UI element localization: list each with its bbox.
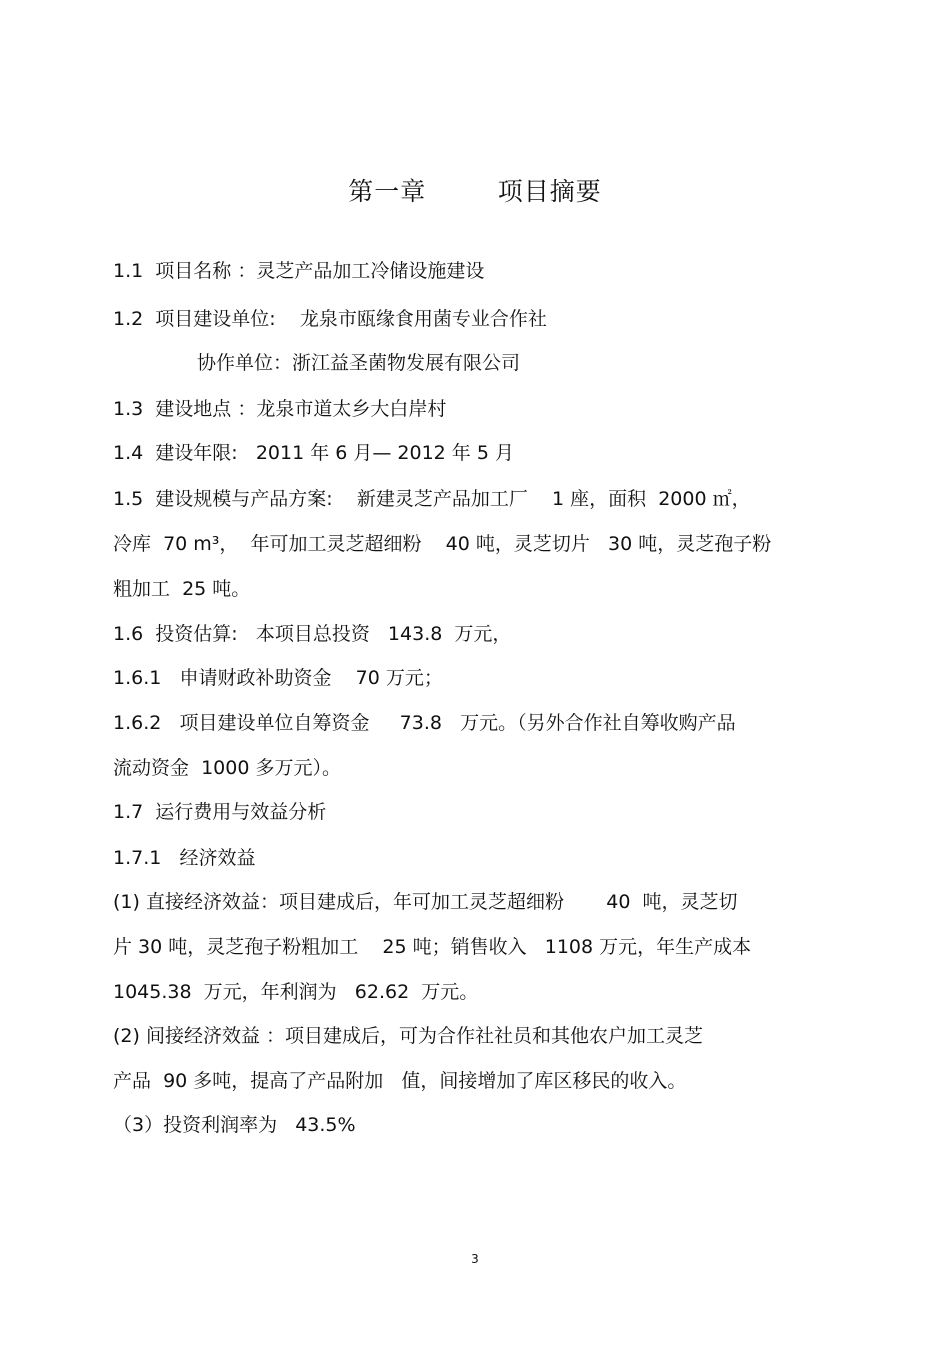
item-1-6-investment: 1.6 投资估算: 本项目总投资 143.8 万元， [113, 623, 512, 645]
direct-benefit-line-2: 片 30 吨，灵芝孢子粉粗加工 25 吨；销售收入 1108 万元，年生产成本 [113, 936, 752, 958]
indirect-benefit-line-2: 产品 90 多吨，提高了产品附加 值，间接增加了库区移民的收入。 [113, 1070, 687, 1092]
item-1-3-location: 1.3 建设地点 ：龙泉市道太乡大白岸村 [113, 398, 447, 420]
direct-benefit-line-1: (1) 直接经济效益：项目建成后，年可加工灵芝超细粉 40 吨，灵芝切 [113, 891, 738, 913]
item-1-1-project-name: 1.1 项目名称 ：灵芝产品加工冷储设施建设 [113, 260, 485, 282]
cooperating-unit: 协作单位：浙江益圣菌物发展有限公司 [197, 352, 521, 374]
item-1-6-2-self-funding-line-2: 流动资金 1000 多万元）。 [113, 757, 341, 779]
item-1-2-construction-unit: 1.2 项目建设单位: 龙泉市瓯缘食用菌专业合作社 [113, 308, 547, 330]
item-1-5-scale-line-1: 1.5 建设规模与产品方案: 新建灵芝产品加工厂 1 座，面积 2000 ㎡， [113, 488, 751, 510]
item-1-5-scale-line-3: 粗加工 25 吨。 [113, 578, 251, 600]
item-1-5-scale-line-2: 冷库 70 m³， 年可加工灵芝超细粉 40 吨，灵芝切片 30 吨，灵芝孢子粉 [113, 533, 772, 555]
item-1-7-analysis: 1.7 运行费用与效益分析 [113, 801, 327, 823]
indirect-benefit-line-1: (2) 间接经济效益 ：项目建成后，可为合作社社员和其他农户加工灵芝 [113, 1025, 703, 1047]
page-number: 3 [471, 1252, 479, 1266]
item-1-4-period: 1.4 建设年限: 2011 年 6 月— 2012 年 5 月 [113, 442, 514, 464]
direct-benefit-line-3: 1045.38 万元，年利润为 62.62 万元。 [113, 981, 479, 1003]
item-1-6-2-self-funding-line-1: 1.6.2 项目建设单位自筹资金 73.8 万元。（另外合作社自筹收购产品 [113, 712, 736, 734]
item-1-6-1-subsidy: 1.6.1 申请财政补助资金 70 万元； [113, 667, 443, 689]
chapter-title: 第一章 项目摘要 [348, 177, 602, 206]
item-1-7-1-economic-benefit: 1.7.1 经济效益 [113, 847, 256, 869]
profit-rate: （3）投资利润率为 43.5% [113, 1114, 356, 1136]
